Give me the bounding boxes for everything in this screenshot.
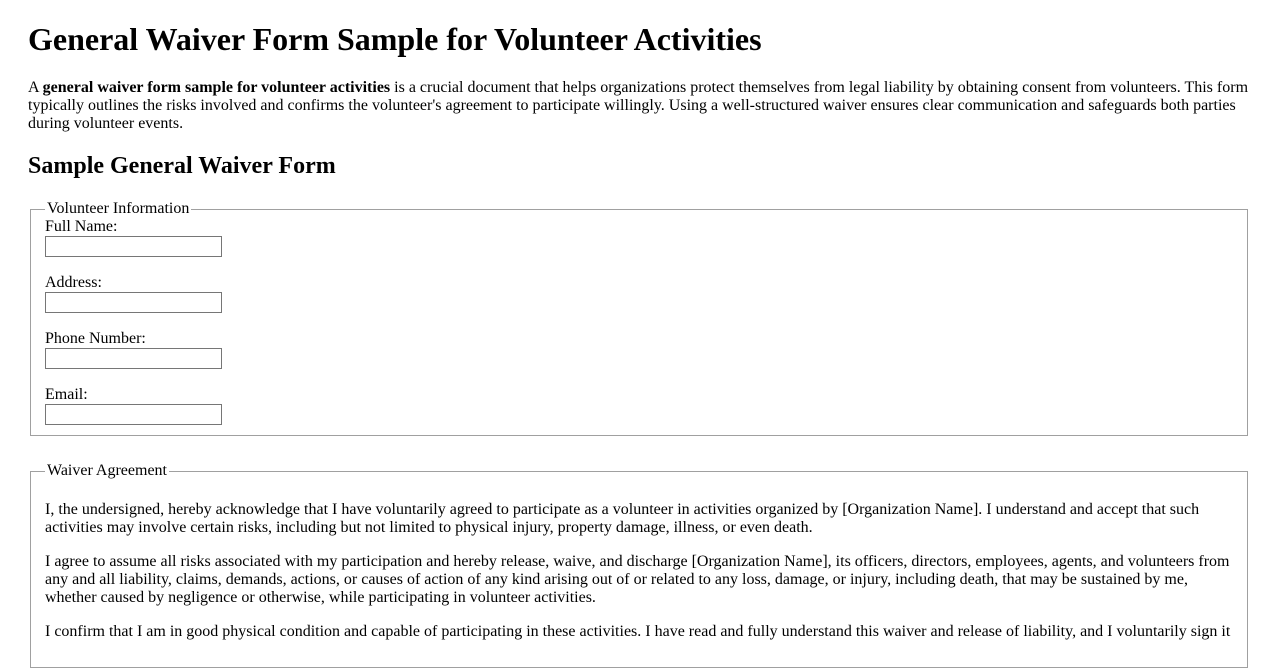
full-name-input[interactable] <box>45 236 222 257</box>
phone-number-field <box>45 330 1233 369</box>
address-input[interactable] <box>45 292 222 313</box>
address-label: Address: <box>45 274 102 291</box>
waiver-agreement-fieldset <box>30 462 1248 668</box>
intro-paragraph <box>28 79 1250 133</box>
phone-number-input[interactable] <box>45 348 222 369</box>
email-input[interactable] <box>45 404 222 425</box>
waiver-agreement-legend: Waiver Agreement <box>47 462 167 479</box>
volunteer-information-fieldset <box>30 200 1248 436</box>
section-title: Sample General Waiver Form <box>28 153 336 179</box>
page-title: General Waiver Form Sample for Volunteer Activities <box>28 21 762 57</box>
full-name-label: Full Name: <box>45 218 118 235</box>
address-field <box>45 274 1233 313</box>
email-label: Email: <box>45 386 88 403</box>
email-field <box>45 386 1233 425</box>
intro-bold-phrase: general waiver form sample for volunteer activities <box>42 79 391 96</box>
waiver-paragraph: I confirm that I am in good physical condition and capable of participating in these activities. I have read and fully understand this waiver and release of liability, and I voluntarily sign it <box>45 623 1231 640</box>
intro-lead: A <box>28 79 43 96</box>
phone-number-label: Phone Number: <box>45 330 146 347</box>
waiver-paragraph: I agree to assume all risks associated with my participation and hereby release, waive, and discharge [Organization Name], its officers, directors, employees, agents, and volunteers from any and all liability, claims, demands, actions, or causes of action of any kind arising out of or related to any loss, damage, or injury, including death, that may be sustained by me, whether caused by negligence or otherwise, while participating in volunteer activities. <box>45 553 1230 606</box>
full-name-field <box>45 218 1233 257</box>
waiver-paragraph: I, the undersigned, hereby acknowledge that I have voluntarily agreed to participate as a volunteer in activities organized by [Organization Name]. I understand and accept that such activities may involve certain risks, including but not limited to physical injury, property damage, illness, or even death. <box>45 501 1200 536</box>
volunteer-information-legend: Volunteer Information <box>47 200 190 217</box>
intro-rest: is a crucial document that helps organizations protect themselves from legal liability by obtaining consent from volunteers. This form typically outlines the risks involved and confirms the volunteer's agreement to participate willingly. Using a well-structured waiver ensures clear communication and safeguards both parties during volunteer events. <box>28 79 1249 132</box>
